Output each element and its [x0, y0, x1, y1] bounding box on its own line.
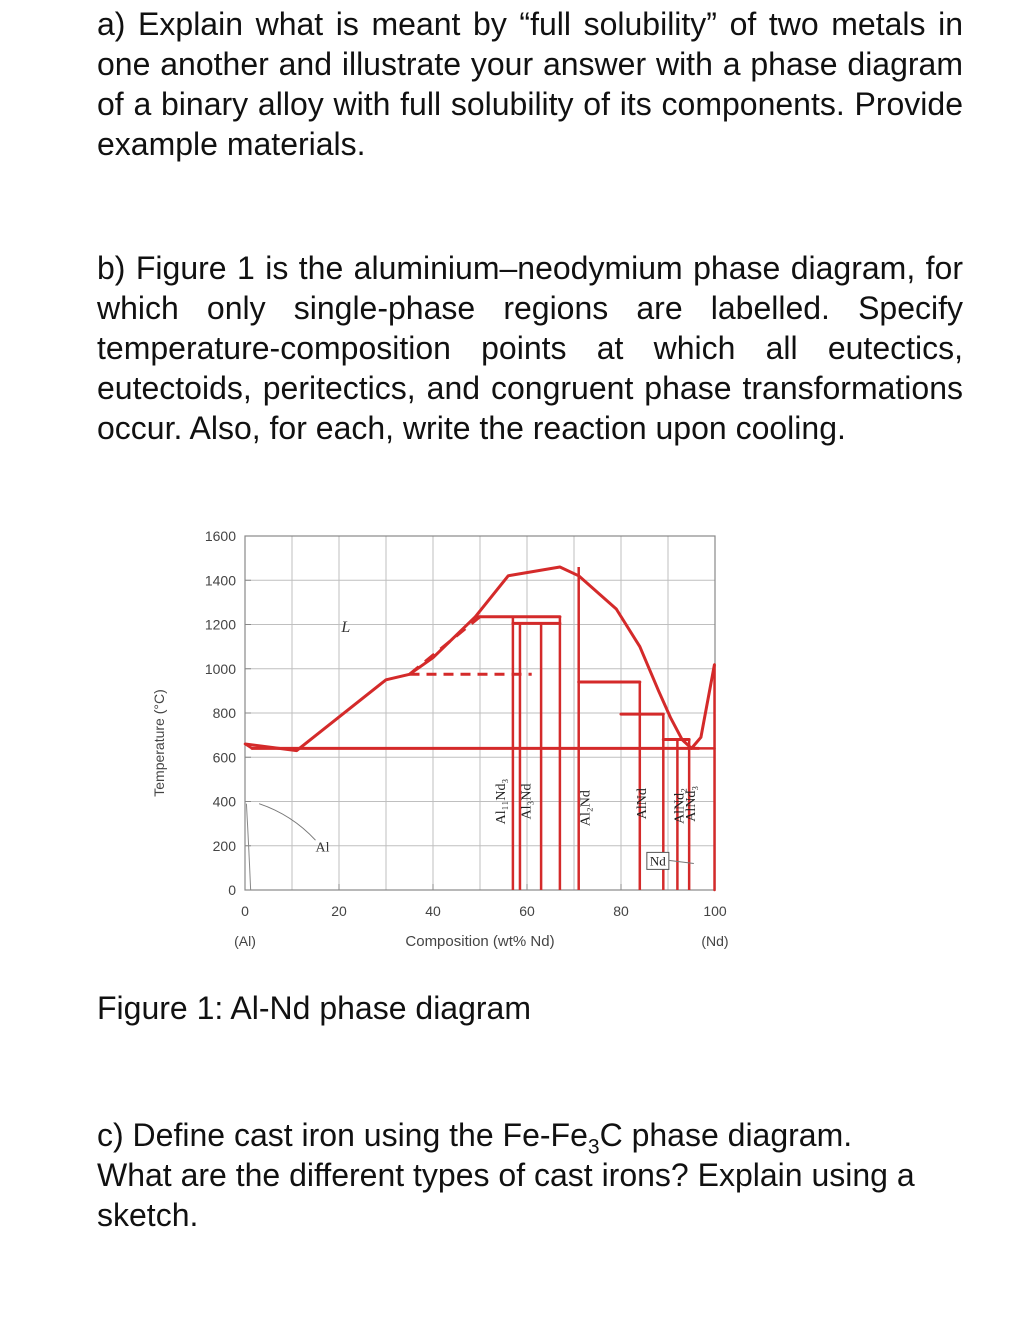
y-tick-label: 1000 — [204, 660, 236, 677]
y-tick-label: 1200 — [204, 616, 236, 633]
al-pointer — [259, 804, 315, 841]
x-axis-left-end-label: (Al) — [234, 933, 256, 949]
compound-label: AlNd₂ — [672, 787, 688, 824]
y-tick-label: 400 — [212, 793, 236, 810]
x-tick-label: 0 — [241, 903, 249, 919]
al-region-label: Al — [315, 840, 330, 856]
question-c-line1-start: c) Define cast iron using the Fe-Fe — [97, 1117, 588, 1153]
phase-diagram-figure — [150, 515, 750, 975]
subscript-3: 3 — [587, 1135, 600, 1159]
x-axis-right-end-label: (Nd) — [701, 933, 729, 949]
y-tick-label: 800 — [212, 705, 236, 721]
compound-label: Al₃Nd — [519, 783, 535, 820]
nd-region-label: Nd — [649, 853, 666, 869]
y-tick-label: 200 — [212, 837, 236, 854]
compound-label: Al₂Nd — [578, 790, 594, 827]
x-axis-label: Composition (wt% Nd) — [405, 933, 555, 950]
x-tick-label: 20 — [331, 903, 347, 919]
compound-label: Al₁₁Nd₃ — [493, 778, 509, 825]
question-c-line1-end: C phase diagram. — [599, 1117, 853, 1153]
y-axis-label: Temperature (°C) — [151, 689, 167, 797]
x-tick-label: 40 — [425, 903, 441, 919]
al-solvus-curve — [246, 804, 250, 890]
compound-label: AlNd₃ — [684, 785, 700, 822]
x-tick-label: 100 — [703, 903, 727, 919]
y-tick-label: 0 — [228, 882, 236, 898]
compound-label: AlNd — [634, 788, 650, 820]
liquid-region-label: L — [341, 619, 351, 637]
y-tick-label: 600 — [212, 749, 236, 766]
y-tick-label: 1600 — [204, 528, 236, 544]
x-tick-label: 60 — [519, 903, 535, 919]
question-c-rest: What are the different types of cast irons? Explain using a sketch. — [97, 1157, 915, 1233]
question-a: a) Explain what is meant by “full solubility” of two metals in one another and illustrate your answer with a phase diagram of a binary alloy with full solubility of its components. Provide example materials. — [97, 6, 963, 162]
y-tick-label: 1400 — [204, 572, 236, 589]
figure-caption: Figure 1: Al-Nd phase diagram — [97, 990, 531, 1026]
al-nd-phase-diagram — [150, 515, 750, 970]
question-c — [97, 1115, 957, 1235]
question-b: b) Figure 1 is the aluminium–neodymium phase diagram, for which only single-phase regions are labelled. Specify temperature-composition points at which all eutectics, eutectoids, peritectics, and congruent phase transformations occur. Also, for each, write the reaction upon cooling. — [97, 250, 963, 446]
x-tick-label: 80 — [613, 903, 629, 919]
phase-labels — [246, 619, 699, 890]
